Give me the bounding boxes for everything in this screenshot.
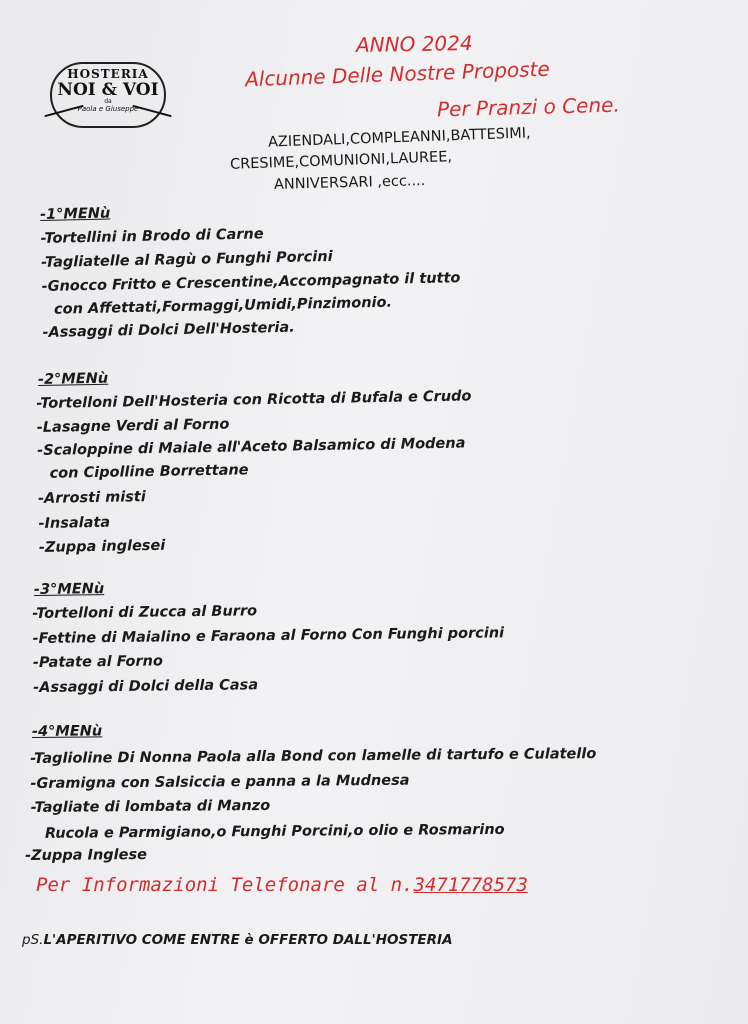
logo-line-name: NOI & VOI [57,80,159,100]
menu-3-item-3: -Patate al Forno [32,653,163,672]
occasions-line-3: ANNIVERSARI ,ecc.... [273,173,426,193]
contact-line [36,874,528,896]
menu-4-item-1: -Taglioline Di Nonna Paola alla Bond con lamelle di tartufo e Culatello [30,746,597,767]
menu-2-item-3-cont: con Cipolline Borrettane [49,462,249,482]
menu-1-item-4: -Assaggi di Dolci Dell'Hosteria. [42,319,295,341]
menu-2-title: -2°MENù [37,370,109,388]
occasions-line-1: AZIENDALI,COMPLEANNI,BATTESIMI, [267,125,531,151]
menu-1-item-1: -Tortellini in Brodo di Carne [40,226,264,247]
menu-3-item-1: -Tortelloni di Zucca al Burro [32,603,258,623]
ps-text: L'APERITIVO COME ENTRE è OFFERTO DALL'HOSTERIA [43,932,453,948]
menu-4-item-2: -Gramigna con Salsiccia e panna a la Mudnesa [30,772,410,792]
menu-4-item-3-cont: Rucola e Parmigiano,o Funghi Porcini,o olio e Rosmarino [44,821,505,842]
ps-prefix: pS. [22,932,44,948]
menu-3-item-4: -Assaggi di Dolci della Casa [33,677,259,697]
menu-4-title: -4°MENù [31,723,103,740]
menu-3-item-2: -Fettine di Maialino e Faraona al Forno Con Funghi porcini [32,625,505,648]
meals-heading: Per Pranzi o Cene. [436,92,621,122]
logo-line-hosteria: HOSTERIA [67,67,149,81]
menu-4-item-3: -Tagliate di lombata di Manzo [30,797,271,816]
menu-4-item-4: -Zuppa Inglese [25,846,147,865]
hosteria-logo [50,62,166,128]
contact-label: Per Informazioni Telefonare al n. [36,874,414,896]
menu-3-title: -3°MENù [33,581,105,598]
menu-1-item-2: -Tagliatelle al Ragù o Funghi Porcini [40,248,333,271]
menu-2-item-2: -Lasagne Verdi al Forno [36,416,230,436]
occasions-line-2: CRESIME,COMUNIONI,LAUREE, [229,149,453,173]
menu-2-item-5: -Insalata [38,514,111,532]
year-heading: ANNO 2024 [355,30,473,58]
menu-1-item-3: -Gnocco Fritto e Crescentine,Accompagnato il tutto [41,270,461,295]
menu-2-item-6: -Zuppa inglesei [38,537,166,556]
menu-1-title: -1°MENù [39,205,111,223]
phone-number[interactable]: 3471778573 [413,874,528,896]
menu-2-item-1: -Tortelloni Dell'Hosteria con Ricotta di Bufala e Crudo [36,388,472,412]
logo-line-owners: Paola e Giuseppe [77,105,139,113]
menu-2-item-4: -Arrosti misti [37,489,146,507]
menu-2-item-3: -Scaloppine di Maiale all'Aceto Balsamico di Modena [37,435,466,459]
ps-note [22,932,453,948]
menu-1-item-3-cont: con Affettati,Formaggi,Umidi,Pinzimonio. [53,294,393,318]
proposals-heading: Alcunne Delle Nostre Proposte [244,56,551,92]
logo-line-da: da [104,98,112,105]
